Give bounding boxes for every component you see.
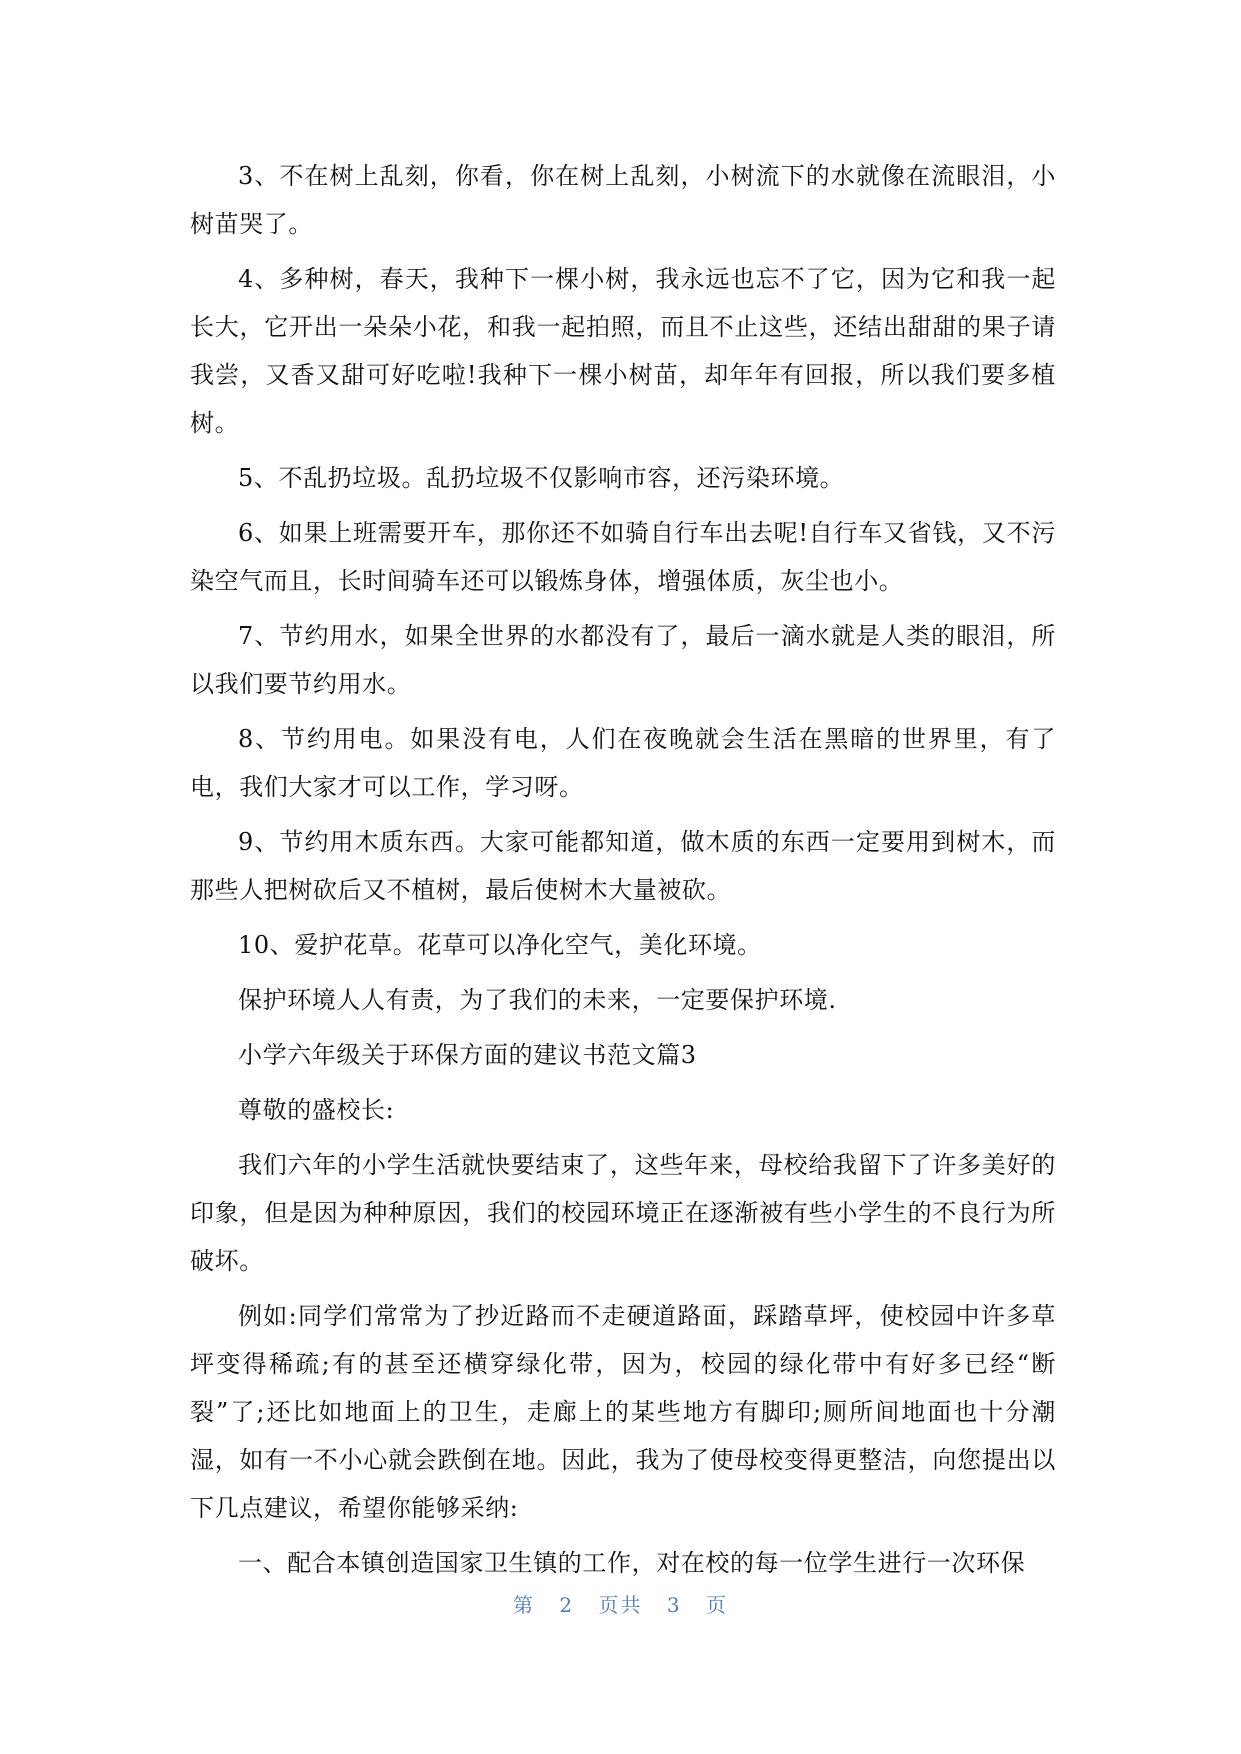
paragraph-item-6: 6、如果上班需要开车，那你还不如骑自行车出去呢!自行车又省钱，又不污染空气而且，长时间骑车还可以锻炼身体，增强体质，灰尘也小。 — [190, 519, 1056, 595]
paragraph-item-3: 3、不在树上乱刻，你看，你在树上乱刻，小树流下的水就像在流眼泪，小树苗哭了。 — [190, 162, 1056, 238]
footer-di: 第 — [513, 1593, 536, 1617]
footer-ye-gong: 页共 — [598, 1593, 643, 1617]
letter-intro: 我们六年的小学生活就快要结束了，这些年来，母校给我留下了许多美好的印象，但是因为种种原因，我们的校园环境正在逐渐被有些小学生的不良行为所破坏。 — [190, 1151, 1056, 1275]
paragraph-item-9: 9、节约用木质东西。大家可能都知道，做木质的东西一定要用到树木，而那些人把树砍后又不植树，最后使树木大量被砍。 — [190, 828, 1056, 904]
page-footer — [0, 1590, 1241, 1620]
section-title: 小学六年级关于环保方面的建议书范文篇3 — [238, 1041, 697, 1069]
footer-ye: 页 — [705, 1593, 728, 1617]
paragraph-item-7: 7、节约用水，如果全世界的水都没有了，最后一滴水就是人类的眼泪，所以我们要节约用水。 — [190, 622, 1056, 698]
footer-total-pages: 3 — [666, 1593, 682, 1617]
document-body — [190, 152, 1056, 1594]
paragraph-item-10: 10、爱护花草。花草可以净化空气，美化环境。 — [238, 931, 762, 959]
paragraph-item-4: 4、多种树，春天，我种下一棵小树，我永远也忘不了它，因为它和我一起长大，它开出一朵朵小花，和我一起拍照，而且不止这些，还结出甜甜的果子请我尝，又香又甜可好吃啦!我种下一棵小树苗，却年年有回报，所以我们要多植树。 — [190, 265, 1056, 437]
footer-current-page: 2 — [559, 1593, 575, 1617]
paragraph-item-5: 5、不乱扔垃圾。乱扔垃圾不仅影响市容，还污染环境。 — [238, 464, 845, 492]
letter-example: 例如:同学们常常为了抄近路而不走硬道路面，踩踏草坪，使校园中许多草坪变得稀疏;有的甚至还横穿绿化带，因为，校园的绿化带中有好多已经“断裂”了;还比如地面上的卫生，走廊上的某些地方有脚印;厕所间地面也十分潮湿，如有一不小心就会跌倒在地。因此，我为了使母校变得更整洁，向您提出以下几点建议，希望你能够采纳: — [190, 1302, 1056, 1522]
closing-statement: 保护环境人人有责，为了我们的未来，一定要保护环境. — [238, 986, 837, 1014]
paragraph-item-8: 8、节约用电。如果没有电，人们在夜晚就会生活在黑暗的世界里，有了电，我们大家才可以工作，学习呀。 — [190, 725, 1056, 801]
letter-salutation: 尊敬的盛校长: — [238, 1096, 395, 1124]
letter-suggestion-1: 一、配合本镇创造国家卫生镇的工作，对在校的每一位学生进行一次环保 — [238, 1549, 1026, 1577]
